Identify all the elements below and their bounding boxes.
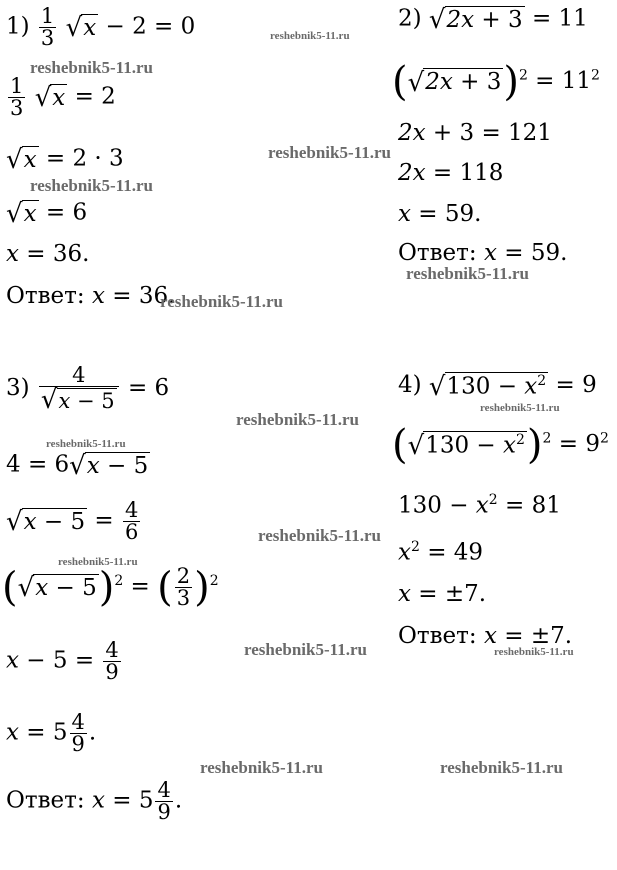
- p2-answer-label: Ответ:: [398, 240, 477, 266]
- watermark: reshebnik5-11.ru: [160, 292, 283, 311]
- p2-step1: ( √ 2x + 3 )$^2 = 11^2$: [392, 59, 600, 105]
- p4-step3: $x^2 = 49$: [398, 539, 484, 566]
- p4-label: 4): [398, 371, 422, 398]
- p2-step2: 2x + 3 = 121: [398, 120, 552, 146]
- p4-step2: $130 - x^2 = 81$: [398, 492, 561, 519]
- p2-answer: Ответ: x = 59.: [398, 240, 568, 266]
- watermark: reshebnik5-11.ru: [480, 402, 560, 414]
- watermark: reshebnik5-11.ru: [200, 758, 323, 777]
- p1-step4: x = 36.: [6, 241, 90, 267]
- p4-equation: 4) √ $130 - x^2$ = 9: [398, 371, 597, 402]
- p2-step3: 2x = 118: [398, 160, 504, 186]
- watermark: reshebnik5-11.ru: [30, 58, 153, 77]
- watermark: reshebnik5-11.ru: [258, 526, 381, 545]
- p3-answer-label: Ответ:: [6, 787, 85, 814]
- p1-step1: $\frac{1}{3}$ √ x = 2: [10, 74, 116, 120]
- p3-step3: ( √ x − 5 )$^2$ = ( $\frac{2}{3}$ )$^2$: [2, 564, 219, 611]
- p2-equation: 2) √ 2x + 3 = 11: [398, 5, 588, 36]
- p4-answer-label: Ответ:: [398, 623, 477, 649]
- p1-sqrt: √ x: [65, 13, 97, 44]
- p1-answer-label: Ответ:: [6, 283, 85, 309]
- watermark: reshebnik5-11.ru: [494, 646, 574, 658]
- watermark: reshebnik5-11.ru: [236, 410, 359, 429]
- watermark: reshebnik5-11.ru: [58, 556, 138, 568]
- p4-step1: ( √ $130 - x^2$ )$^2 = 9^2$: [392, 422, 609, 468]
- watermark: reshebnik5-11.ru: [30, 176, 153, 195]
- p4-answer: Ответ: x = ±7.: [398, 623, 573, 649]
- p2-step4: x = 59.: [398, 201, 482, 227]
- p3-label: 3): [6, 375, 30, 401]
- p1-fraction: $\frac{1}{3}$: [40, 4, 55, 50]
- p1-equation: 1) $\frac{1}{3}$ √ x − 2 = 0: [6, 4, 196, 50]
- watermark: reshebnik5-11.ru: [440, 758, 563, 777]
- watermark: reshebnik5-11.ru: [244, 640, 367, 659]
- watermark: reshebnik5-11.ru: [268, 143, 391, 162]
- p1-answer: Ответ: x = 36.: [6, 283, 176, 309]
- p1-step3: √ x = 6: [6, 199, 88, 230]
- p3-step1: 4 = 6 √ x − 5: [6, 451, 149, 482]
- p3-step5: x = 5 $\frac{4}{9}$ .: [6, 710, 97, 756]
- p3-answer: Ответ: x = 5 $\frac{4}{9}$ .: [6, 778, 183, 824]
- p3-equation: 3) 4 √ x − 5 = 6: [6, 363, 170, 415]
- p1-label: 1): [6, 13, 30, 40]
- p3-step2: √ x − 5 = $\frac{4}{6}$: [6, 498, 139, 544]
- watermark: reshebnik5-11.ru: [46, 438, 126, 450]
- watermark: reshebnik5-11.ru: [406, 264, 529, 283]
- p2-label: 2): [398, 5, 422, 32]
- watermark: reshebnik5-11.ru: [270, 30, 350, 42]
- p1-step2: √ x = 2 · 3: [6, 145, 124, 176]
- p4-step4: x = ±7.: [398, 581, 487, 607]
- p3-step4: x − 5 = $\frac{4}{9}$: [6, 638, 119, 684]
